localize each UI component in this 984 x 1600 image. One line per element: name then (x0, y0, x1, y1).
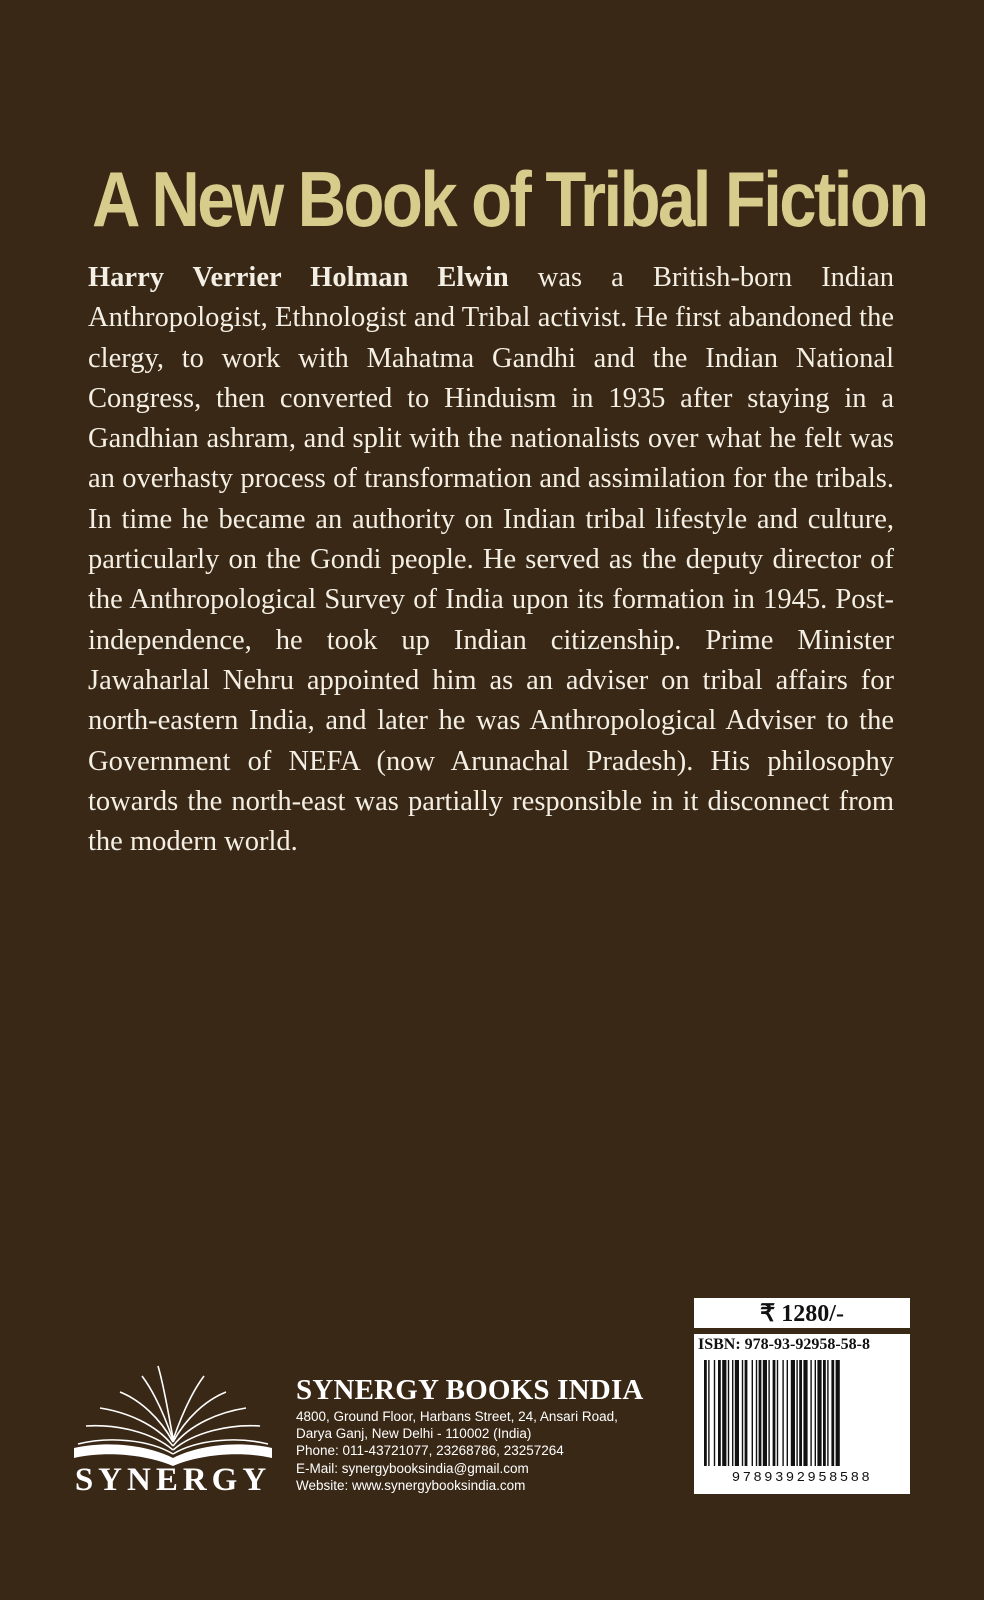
isbn-number: ISBN: 978-93-92958-58-8 (698, 1336, 870, 1353)
barcode-bar (722, 1360, 726, 1466)
barcode-bar (823, 1360, 826, 1466)
barcode-bar (718, 1360, 721, 1466)
price-label (694, 1298, 910, 1328)
barcode-bar (728, 1360, 729, 1466)
barcode-bar (752, 1360, 753, 1466)
barcode-bar (742, 1360, 743, 1466)
barcode-bar (827, 1360, 828, 1466)
publisher-address-1: 4800, Ground Floor, Harbans Street, 24, Ansari Road, (296, 1409, 618, 1424)
barcode-bar (768, 1360, 769, 1466)
barcode-bar (756, 1360, 757, 1466)
price-value: ₹ 1280/- (760, 1300, 844, 1327)
barcode-bar (759, 1360, 762, 1466)
barcode-bar (745, 1360, 748, 1466)
barcode-bar (799, 1360, 802, 1466)
isbn-panel (694, 1334, 910, 1494)
publisher-address-2: Darya Ganj, New Delhi - 110002 (India) (296, 1426, 532, 1442)
barcode-bar (817, 1360, 821, 1466)
publisher-phone: Phone: 011-43721077, 23268786, 23257264 (296, 1443, 564, 1459)
barcode-bar (803, 1360, 807, 1466)
barcode-bar (815, 1360, 816, 1466)
author-blurb (88, 258, 894, 862)
publisher-website: Website: www.synergybooksindia.com (296, 1477, 526, 1493)
book-title: A New Book of Tribal Fiction (92, 155, 927, 243)
barcode-bar (735, 1360, 739, 1466)
barcode-bar (796, 1360, 797, 1466)
barcode-bar (714, 1360, 715, 1466)
publisher-info (296, 1372, 686, 1494)
barcode-digits: 9789392958588 (731, 1470, 873, 1486)
barcode-bar (836, 1360, 840, 1466)
barcode-bar (831, 1360, 834, 1466)
barcode-bar (787, 1360, 788, 1466)
publisher-name: SYNERGY BOOKS INDIA (296, 1374, 644, 1406)
barcode-bar (704, 1360, 707, 1466)
barcode-bar (773, 1360, 776, 1466)
barcode-bar (777, 1360, 778, 1466)
barcode-bar (791, 1360, 795, 1466)
barcode-bar (763, 1360, 767, 1466)
barcode-bar (708, 1360, 709, 1466)
barcode-bar (810, 1360, 811, 1466)
logo-wordmark: SYNERGY (74, 1462, 272, 1498)
author-name: Harry Verrier Holman Elwin (88, 262, 509, 293)
blurb-text: was a British-born Indian Anthropologist, Ethnologist and Tribal activist. He first abandoned the clergy, to work with Mahatma Gandhi and the Indian National Congress, then converted to Hinduism in 1935 after staying in a Gandhian ashram, and split with the nationalists over what he felt was an overhasty process of transformation and assimilation for the tribals. In time he became an authority on Indian tribal lifestyle and culture, particularly on the Gondi people. He served as the deputy director of the Anthropological Survey of India upon its formation in 1945. Post-independence, he took up Indian citizenship. Prime Minister Jawaharlal Nehru appointed him as an adviser on tribal affairs for north-eastern India, and later he was Anthropological Adviser to the Government of NEFA (now Arunachal Pradesh). His philosophy towards the north-east was partially responsible in it disconnect from the modern world. (88, 262, 895, 858)
publisher-email: E-Mail: synergybooksindia@gmail.com (296, 1460, 529, 1476)
barcode-bar (782, 1360, 783, 1466)
barcode-bar (732, 1360, 733, 1466)
barcode-icon (702, 1360, 902, 1468)
